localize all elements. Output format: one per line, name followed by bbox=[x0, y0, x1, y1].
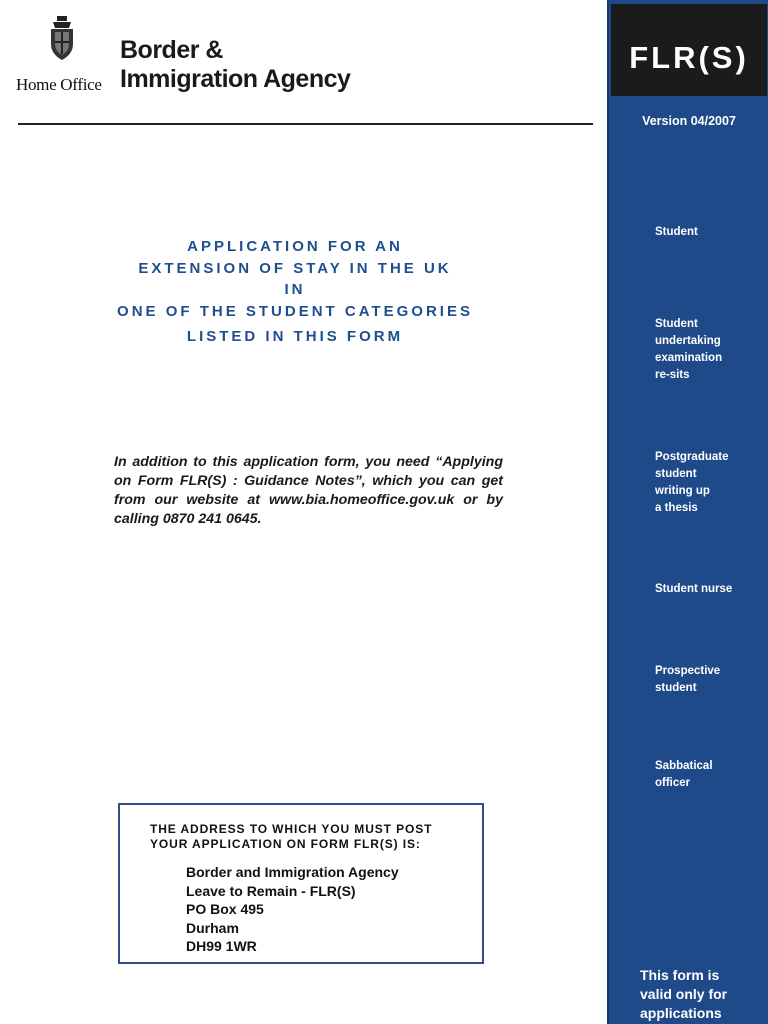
category-line: student bbox=[655, 682, 697, 694]
address-line: DH99 1WR bbox=[186, 938, 257, 954]
category-student bbox=[655, 224, 698, 241]
postal-address-heading-line-2: YOUR APPLICATION ON FORM FLR(S) IS: bbox=[150, 836, 421, 851]
guidance-notes-paragraph: In addition to this application form, you need “Applying on Form FLR(S) : Guidance Notes”, which you can get from our website at www.bia.homeoffice.gov.uk or by calling 0870 241 0645. bbox=[114, 454, 503, 527]
category-line: examination bbox=[655, 352, 723, 364]
category-line: Student bbox=[655, 226, 698, 238]
category-line: writing up bbox=[655, 485, 710, 497]
form-code: FLR(S) bbox=[629, 40, 749, 75]
category-line: Postgraduate bbox=[655, 451, 729, 463]
royal-crest-icon bbox=[47, 16, 77, 62]
postal-address-heading bbox=[150, 822, 432, 851]
title-line-4: ONE OF THE STUDENT CATEGORIES bbox=[117, 302, 473, 320]
category-student-nurse bbox=[655, 581, 732, 598]
category-line: a thesis bbox=[655, 502, 698, 514]
postal-address-heading-line-1: THE ADDRESS TO WHICH YOU MUST POST bbox=[150, 822, 433, 836]
home-office-logo-text: Home Office bbox=[16, 75, 102, 94]
category-line: Prospective bbox=[655, 665, 721, 677]
agency-name-line-1: Border & bbox=[120, 36, 223, 64]
validity-note bbox=[640, 966, 727, 1023]
category-line: re-sits bbox=[655, 369, 690, 381]
category-line: undertaking bbox=[655, 335, 721, 347]
form-code-box bbox=[611, 4, 767, 96]
agency-name bbox=[120, 36, 350, 94]
category-line: Student bbox=[655, 318, 698, 330]
address-line: PO Box 495 bbox=[186, 901, 264, 917]
form-version: Version 04/2007 bbox=[642, 114, 736, 128]
category-line: student bbox=[655, 468, 697, 480]
title-line-2: EXTENSION OF STAY IN THE UK bbox=[138, 259, 452, 277]
category-postgraduate-thesis bbox=[655, 449, 729, 517]
form-title bbox=[80, 236, 510, 348]
address-line: Leave to Remain - FLR(S) bbox=[186, 882, 356, 899]
header-divider bbox=[18, 123, 593, 125]
category-prospective-student bbox=[655, 663, 720, 697]
title-line-1: APPLICATION FOR AN bbox=[187, 238, 403, 255]
title-line-5: LISTED IN THIS FORM bbox=[186, 328, 404, 345]
address-line: Durham bbox=[186, 919, 239, 936]
address-line: Border and Immigration Agency bbox=[186, 864, 399, 880]
category-exam-resits bbox=[655, 316, 722, 384]
validity-note-line: applications bbox=[640, 1005, 722, 1021]
postal-address-box bbox=[118, 803, 484, 964]
postal-address-lines bbox=[186, 863, 399, 956]
category-line: Student nurse bbox=[655, 583, 733, 595]
title-line-3: IN bbox=[284, 281, 306, 298]
validity-note-line: valid only for bbox=[640, 986, 728, 1002]
category-line: officer bbox=[655, 777, 691, 789]
validity-note-line: This form is bbox=[640, 967, 720, 983]
category-sabbatical-officer bbox=[655, 758, 713, 792]
category-line: Sabbatical bbox=[655, 760, 713, 772]
agency-name-line-2: Immigration Agency bbox=[120, 65, 351, 93]
